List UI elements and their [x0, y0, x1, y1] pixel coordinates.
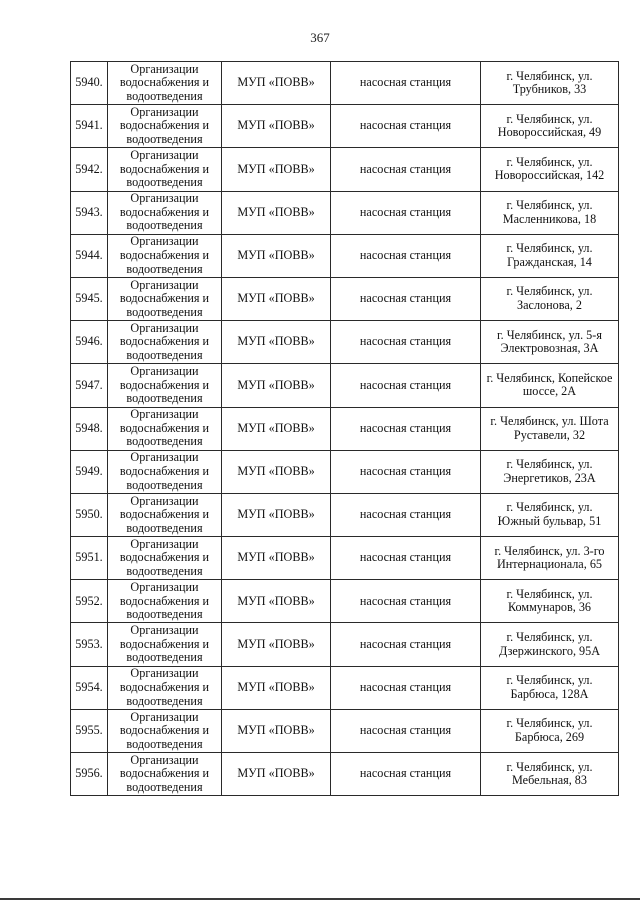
organization-type: Организации водоснабжения и водоотведения	[108, 623, 222, 666]
table-row	[71, 277, 619, 320]
table-row	[71, 321, 619, 364]
page-number: 367	[310, 30, 330, 45]
object-address: г. Челябинск, ул. Гражданская, 14	[481, 234, 619, 277]
object-type: насосная станция	[331, 666, 481, 709]
organization-type: Организации водоснабжения и водоотведения	[108, 537, 222, 580]
object-type: насосная станция	[331, 623, 481, 666]
organization-name: МУП «ПОВВ»	[222, 623, 331, 666]
row-number: 5953.	[71, 623, 108, 666]
organization-name: МУП «ПОВВ»	[222, 321, 331, 364]
object-address: г. Челябинск, ул. Энергетиков, 23А	[481, 450, 619, 493]
organization-type: Организации водоснабжения и водоотведения	[108, 580, 222, 623]
row-number: 5952.	[71, 580, 108, 623]
organization-type: Организации водоснабжения и водоотведения	[108, 450, 222, 493]
organization-name: МУП «ПОВВ»	[222, 537, 331, 580]
table-row	[71, 709, 619, 752]
organization-name: МУП «ПОВВ»	[222, 62, 331, 105]
object-type: насосная станция	[331, 753, 481, 796]
organization-type: Организации водоснабжения и водоотведения	[108, 277, 222, 320]
organization-name: МУП «ПОВВ»	[222, 753, 331, 796]
object-address: г. Челябинск, ул. 5-я Электровозная, 3А	[481, 321, 619, 364]
row-number: 5951.	[71, 537, 108, 580]
table-row	[71, 191, 619, 234]
table-row	[71, 666, 619, 709]
row-number: 5954.	[71, 666, 108, 709]
object-address: г. Челябинск, ул. Новороссийская, 142	[481, 148, 619, 191]
row-number: 5944.	[71, 234, 108, 277]
organization-type: Организации водоснабжения и водоотведения	[108, 666, 222, 709]
object-address: г. Челябинск, ул. Дзержинского, 95А	[481, 623, 619, 666]
organization-type: Организации водоснабжения и водоотведения	[108, 493, 222, 536]
object-type: насосная станция	[331, 62, 481, 105]
organization-type: Организации водоснабжения и водоотведения	[108, 62, 222, 105]
object-type: насосная станция	[331, 105, 481, 148]
organization-name: МУП «ПОВВ»	[222, 191, 331, 234]
table-row	[71, 234, 619, 277]
object-address: г. Челябинск, ул. Южный бульвар, 51	[481, 493, 619, 536]
organization-name: МУП «ПОВВ»	[222, 666, 331, 709]
organization-name: МУП «ПОВВ»	[222, 450, 331, 493]
row-number: 5956.	[71, 753, 108, 796]
organization-type: Организации водоснабжения и водоотведения	[108, 407, 222, 450]
registry-table	[70, 61, 619, 796]
object-address: г. Челябинск, ул. Масленникова, 18	[481, 191, 619, 234]
table-row	[71, 753, 619, 796]
row-number: 5949.	[71, 450, 108, 493]
object-address: г. Челябинск, ул. Барбюса, 128А	[481, 666, 619, 709]
object-type: насосная станция	[331, 450, 481, 493]
object-address: г. Челябинск, ул. Трубников, 33	[481, 62, 619, 105]
object-type: насосная станция	[331, 709, 481, 752]
object-address: г. Челябинск, Копейское шоссе, 2А	[481, 364, 619, 407]
table-row	[71, 537, 619, 580]
organization-type: Организации водоснабжения и водоотведения	[108, 321, 222, 364]
table-row	[71, 450, 619, 493]
organization-type: Организации водоснабжения и водоотведения	[108, 234, 222, 277]
organization-name: МУП «ПОВВ»	[222, 580, 331, 623]
registry-table-body	[71, 62, 619, 796]
table-row	[71, 105, 619, 148]
table-row	[71, 623, 619, 666]
row-number: 5947.	[71, 364, 108, 407]
organization-type: Организации водоснабжения и водоотведения	[108, 709, 222, 752]
table-row	[71, 148, 619, 191]
table-row	[71, 364, 619, 407]
organization-type: Организации водоснабжения и водоотведения	[108, 364, 222, 407]
object-type: насосная станция	[331, 537, 481, 580]
row-number: 5940.	[71, 62, 108, 105]
row-number: 5955.	[71, 709, 108, 752]
organization-type: Организации водоснабжения и водоотведения	[108, 753, 222, 796]
organization-name: МУП «ПОВВ»	[222, 234, 331, 277]
row-number: 5946.	[71, 321, 108, 364]
table-row	[71, 493, 619, 536]
object-address: г. Челябинск, ул. Барбюса, 269	[481, 709, 619, 752]
organization-name: МУП «ПОВВ»	[222, 493, 331, 536]
object-type: насосная станция	[331, 364, 481, 407]
object-type: насосная станция	[331, 493, 481, 536]
object-address: г. Челябинск, ул. Мебельная, 83	[481, 753, 619, 796]
organization-name: МУП «ПОВВ»	[222, 148, 331, 191]
object-address: г. Челябинск, ул. Заслонова, 2	[481, 277, 619, 320]
organization-name: МУП «ПОВВ»	[222, 709, 331, 752]
object-type: насосная станция	[331, 407, 481, 450]
row-number: 5941.	[71, 105, 108, 148]
row-number: 5943.	[71, 191, 108, 234]
row-number: 5945.	[71, 277, 108, 320]
object-type: насосная станция	[331, 191, 481, 234]
object-address: г. Челябинск, ул. 3-го Интернационала, 65	[481, 537, 619, 580]
object-type: насосная станция	[331, 148, 481, 191]
organization-name: МУП «ПОВВ»	[222, 364, 331, 407]
object-address: г. Челябинск, ул. Шота Руставели, 32	[481, 407, 619, 450]
object-type: насосная станция	[331, 234, 481, 277]
organization-name: МУП «ПОВВ»	[222, 277, 331, 320]
organization-type: Организации водоснабжения и водоотведения	[108, 105, 222, 148]
object-type: насосная станция	[331, 321, 481, 364]
object-address: г. Челябинск, ул. Коммунаров, 36	[481, 580, 619, 623]
object-type: насосная станция	[331, 277, 481, 320]
object-type: насосная станция	[331, 580, 481, 623]
table-row	[71, 62, 619, 105]
organization-name: МУП «ПОВВ»	[222, 105, 331, 148]
bottom-divider	[0, 898, 640, 900]
organization-type: Организации водоснабжения и водоотведения	[108, 191, 222, 234]
row-number: 5948.	[71, 407, 108, 450]
table-row	[71, 407, 619, 450]
object-address: г. Челябинск, ул. Новороссийская, 49	[481, 105, 619, 148]
row-number: 5950.	[71, 493, 108, 536]
table-row	[71, 580, 619, 623]
row-number: 5942.	[71, 148, 108, 191]
organization-name: МУП «ПОВВ»	[222, 407, 331, 450]
organization-type: Организации водоснабжения и водоотведения	[108, 148, 222, 191]
